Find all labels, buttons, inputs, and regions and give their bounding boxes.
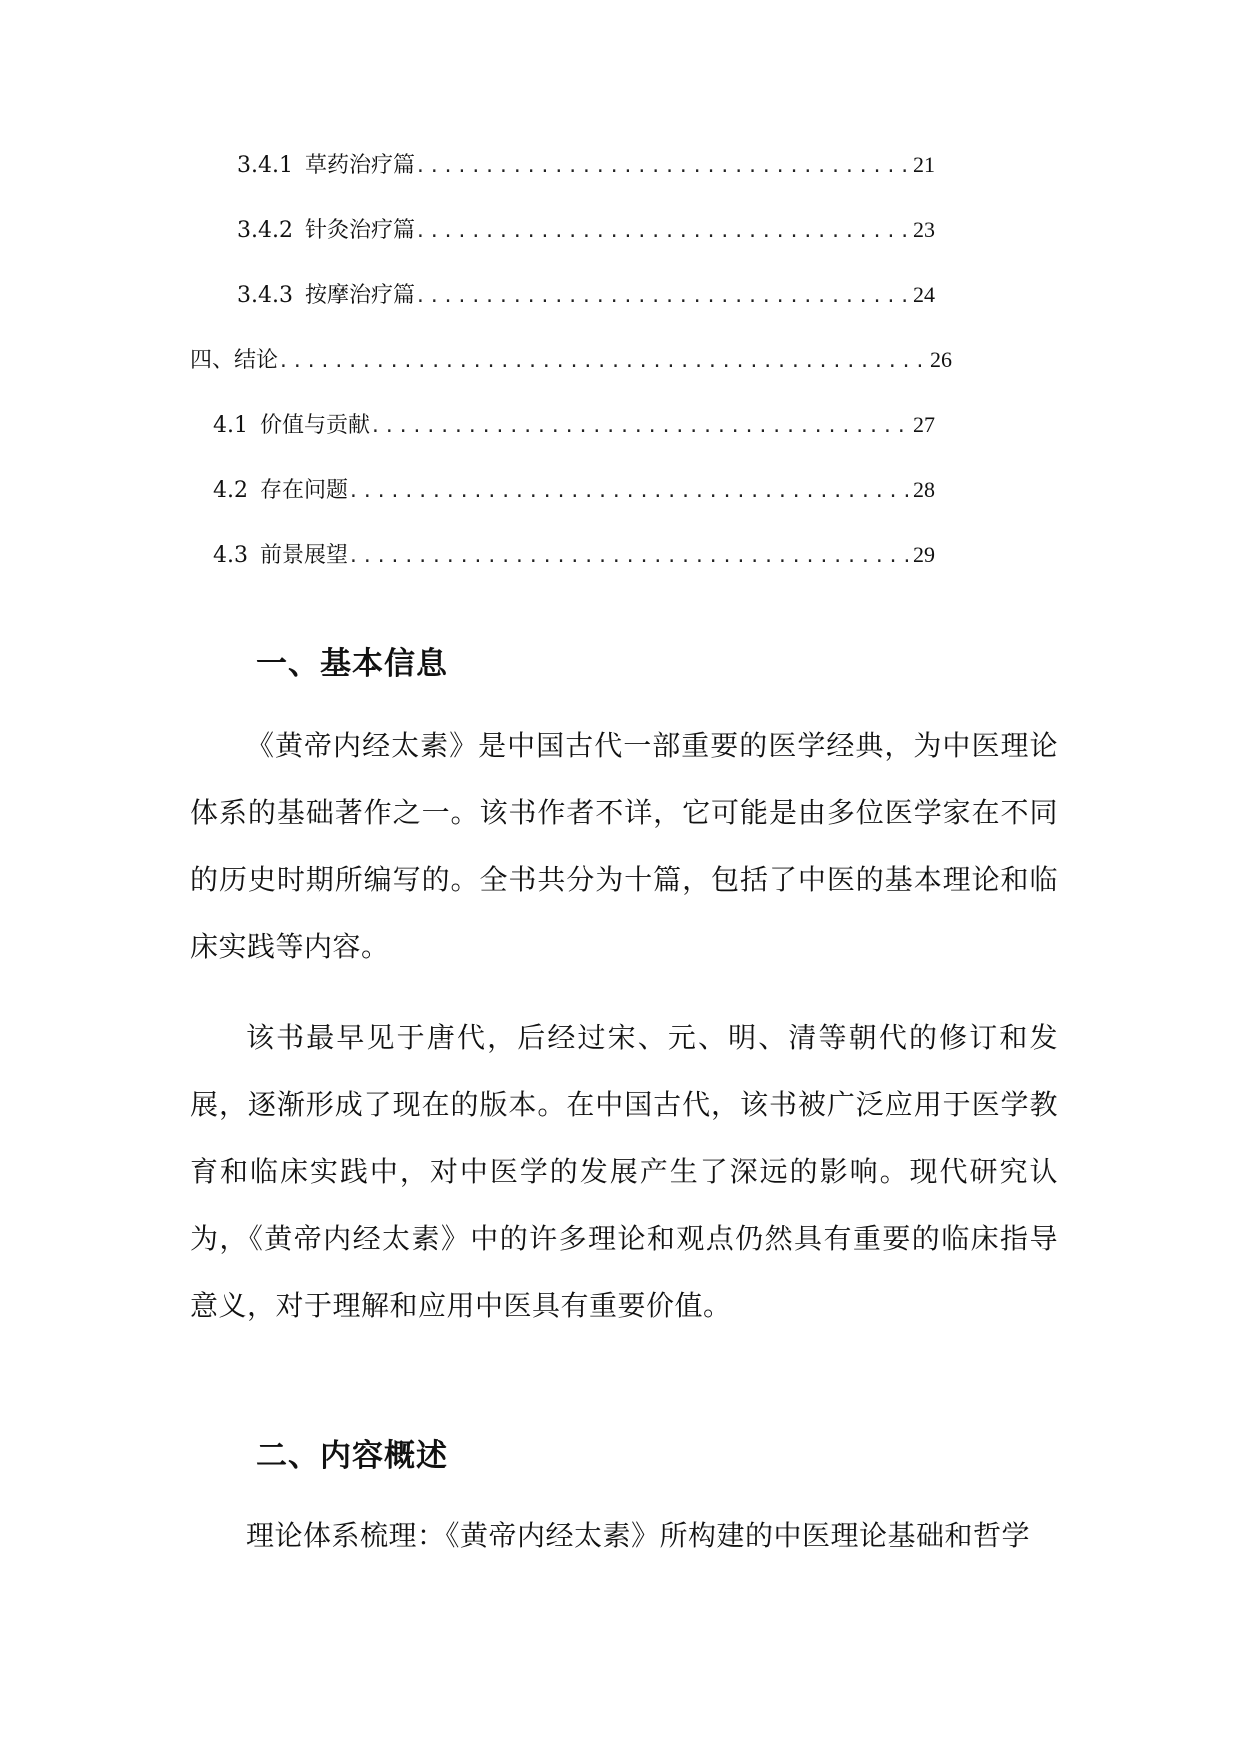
toc-entry[interactable] (213, 540, 935, 572)
toc-entry-title: 四、结论 (190, 348, 279, 373)
body-paragraph: 理论体系梳理：《黄帝内经太素》所构建的中医理论基础和哲学 (246, 1519, 1031, 1552)
body-paragraph: 《黄帝内经太素》是中国古代一部重要的医学经典，为中医理论体系的基础著作之一。该书作者不详，它可能是由多位医学家在不同的历史时期所编写的。全书共分为十篇，包括了中医的基本理论和临床实践等内容。 (190, 729, 1058, 963)
toc-entry[interactable] (237, 150, 935, 182)
toc-entry-number: 3.4.3 (237, 283, 293, 308)
toc-page-number: 28 (913, 477, 935, 502)
toc-entry-title: 草药治疗篇 (304, 153, 415, 178)
toc-dot-leader (278, 347, 928, 377)
toc-dot-leader (415, 217, 911, 247)
toc-entry[interactable] (213, 475, 935, 507)
toc-entry-number: 4.3 (213, 543, 248, 568)
section-heading: 二、内容概述 (256, 1438, 448, 1474)
toc-entry-title: 存在问题 (260, 478, 349, 503)
section-heading: 一、基本信息 (256, 646, 448, 682)
toc-entry-title: 前景展望 (260, 543, 349, 568)
toc-page-number: 24 (913, 282, 935, 307)
toc-page-number: 23 (913, 217, 935, 242)
toc-dot-leader (415, 282, 911, 312)
toc-dot-leader (348, 477, 911, 507)
toc-dot-leader (348, 542, 911, 572)
toc-entry[interactable] (190, 345, 952, 377)
toc-page-number: 27 (913, 412, 935, 437)
toc-entry-number: 4.2 (213, 478, 248, 503)
toc-entry[interactable] (237, 215, 935, 247)
toc-entry-title: 按摩治疗篇 (304, 283, 415, 308)
toc-entry[interactable] (213, 410, 935, 442)
toc-page-number: 29 (913, 542, 935, 567)
toc-entry-number: 3.4.1 (237, 153, 293, 178)
toc-entry-title: 针灸治疗篇 (304, 218, 415, 243)
toc-entry-title: 价值与贡献 (260, 413, 371, 438)
toc-dot-leader (415, 152, 911, 182)
toc-dot-leader (370, 412, 911, 442)
body-paragraph: 该书最早见于唐代，后经过宋、元、明、清等朝代的修订和发展，逐渐形成了现在的版本。在中国古代，该书被广泛应用于医学教育和临床实践中，对中医学的发展产生了深远的影响。现代研究认为，《黄帝内经太素》中的许多理论和观点仍然具有重要的临床指导意义，对于理解和应用中医具有重要价值。 (190, 1021, 1058, 1322)
toc-entry-number: 4.1 (213, 413, 248, 438)
toc-page-number: 21 (913, 152, 935, 177)
toc-page-number: 26 (930, 347, 952, 372)
toc-entry-number: 3.4.2 (237, 218, 293, 243)
toc-entry[interactable] (237, 280, 935, 312)
